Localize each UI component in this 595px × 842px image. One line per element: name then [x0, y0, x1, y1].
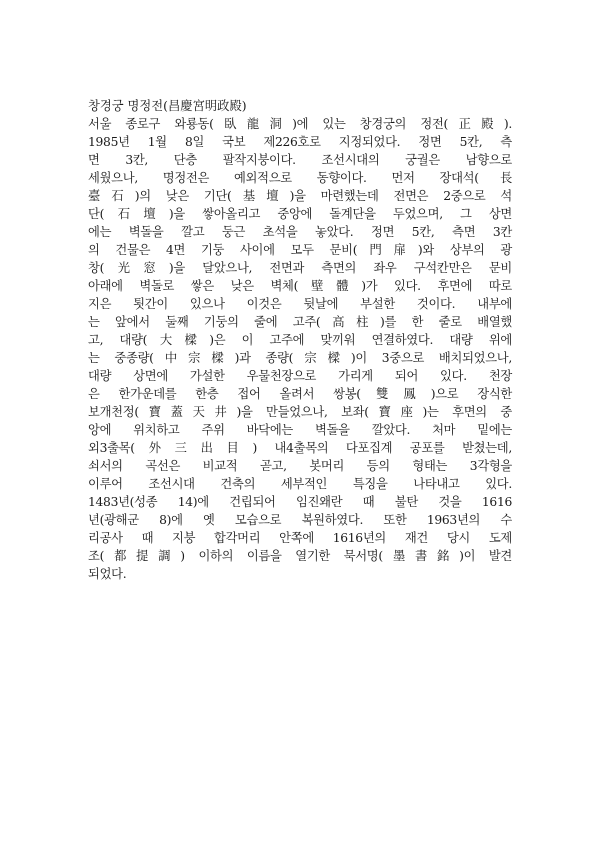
body-line: 보개천정(寶蓋天井)을 만들었으나, 보좌(寶座)는 후면의 중: [88, 405, 512, 419]
body-line: 1483년(성종 14)에 건립되어 임진왜란 때 불탄 것을 1616: [88, 495, 512, 509]
body-line: 1985년 1월 8일 국보 제226호로 지정되었다. 정면 5칸, 측: [88, 135, 512, 149]
article-title: 창경궁 명정전(昌慶宮明政殿): [88, 99, 247, 113]
body-line: 서울 종로구 와룡동(臥龍洞)에 있는 창경궁의 정전(正殿).: [88, 117, 512, 131]
body-line: 고, 대량(大樑)은 이 고주에 맞끼워 연결하였다. 대량 위에: [88, 333, 512, 347]
body-line: 대량 상면에 가설한 우물천장으로 가리게 되어 있다. 천장: [88, 369, 512, 383]
body-line: 년(광해군 8)에 옛 모습으로 복원하였다. 또한 1963년의 수: [88, 513, 512, 527]
body-line: 단(石壇)을 쌓아올리고 중앙에 돌계단을 두었으며, 그 상면: [88, 207, 512, 221]
body-line: 은 한가운데를 한층 접어 올려서 쌍봉(雙鳳)으로 장식한: [88, 387, 512, 401]
body-line: 외3출목(外三出目) 내4출목의 다포집계 공포를 받쳤는데,: [88, 441, 512, 455]
body-line: 세웠으나, 명정전은 예외적으로 동향이다. 먼저 장대석(長: [88, 171, 512, 185]
body-line: 되었다.: [88, 567, 127, 581]
body-line: 리공사 때 지붕 합각머리 안쪽에 1616년의 재건 당시 도제: [88, 531, 512, 545]
body-line: 면 3칸, 단층 팔작지붕이다. 조선시대의 궁궐은 남향으로: [88, 153, 512, 167]
body-line: 조(都提調) 이하의 이름을 열기한 묵서명(墨書銘)이 발견: [88, 549, 512, 563]
body-line: 쇠서의 곡선은 비교적 곧고, 봇머리 등의 형태는 3각형을: [88, 459, 512, 473]
article-body: [88, 115, 512, 583]
article-text: [88, 97, 512, 583]
body-line: 아래에 벽돌로 쌓은 낮은 벽체(壁體)가 있다. 후면에 따로: [88, 279, 512, 293]
body-line: 에는 벽돌을 깔고 둥근 초석을 놓았다. 정면 5칸, 측면 3칸: [88, 225, 512, 239]
body-line: 이루어 조선시대 건축의 세부적인 특징을 나타내고 있다.: [88, 477, 512, 491]
body-line: 는 앞에서 둘째 기둥의 줄에 고주(高柱)를 한 줄로 배열했: [88, 315, 512, 329]
body-line: 臺石)의 낮은 기단(基壇)을 마련했는데 전면은 2중으로 석: [88, 189, 512, 203]
body-line: 의 건물은 4면 기둥 사이에 모두 문비(門扉)와 상부의 광: [88, 243, 512, 257]
body-line: 창(光窓)을 달았으나, 전면과 측면의 좌우 구석칸만은 문비: [88, 261, 512, 275]
body-line: 지은 툇간이 있으나 이것은 뒷날에 부설한 것이다. 내부에: [88, 297, 512, 311]
body-line: 는 중종량(中宗樑)과 종량(宗樑)이 3중으로 배치되었으나,: [88, 351, 512, 365]
body-line: 앙에 위치하고 주위 바닥에는 벽돌을 깔았다. 처마 밑에는: [88, 423, 512, 437]
